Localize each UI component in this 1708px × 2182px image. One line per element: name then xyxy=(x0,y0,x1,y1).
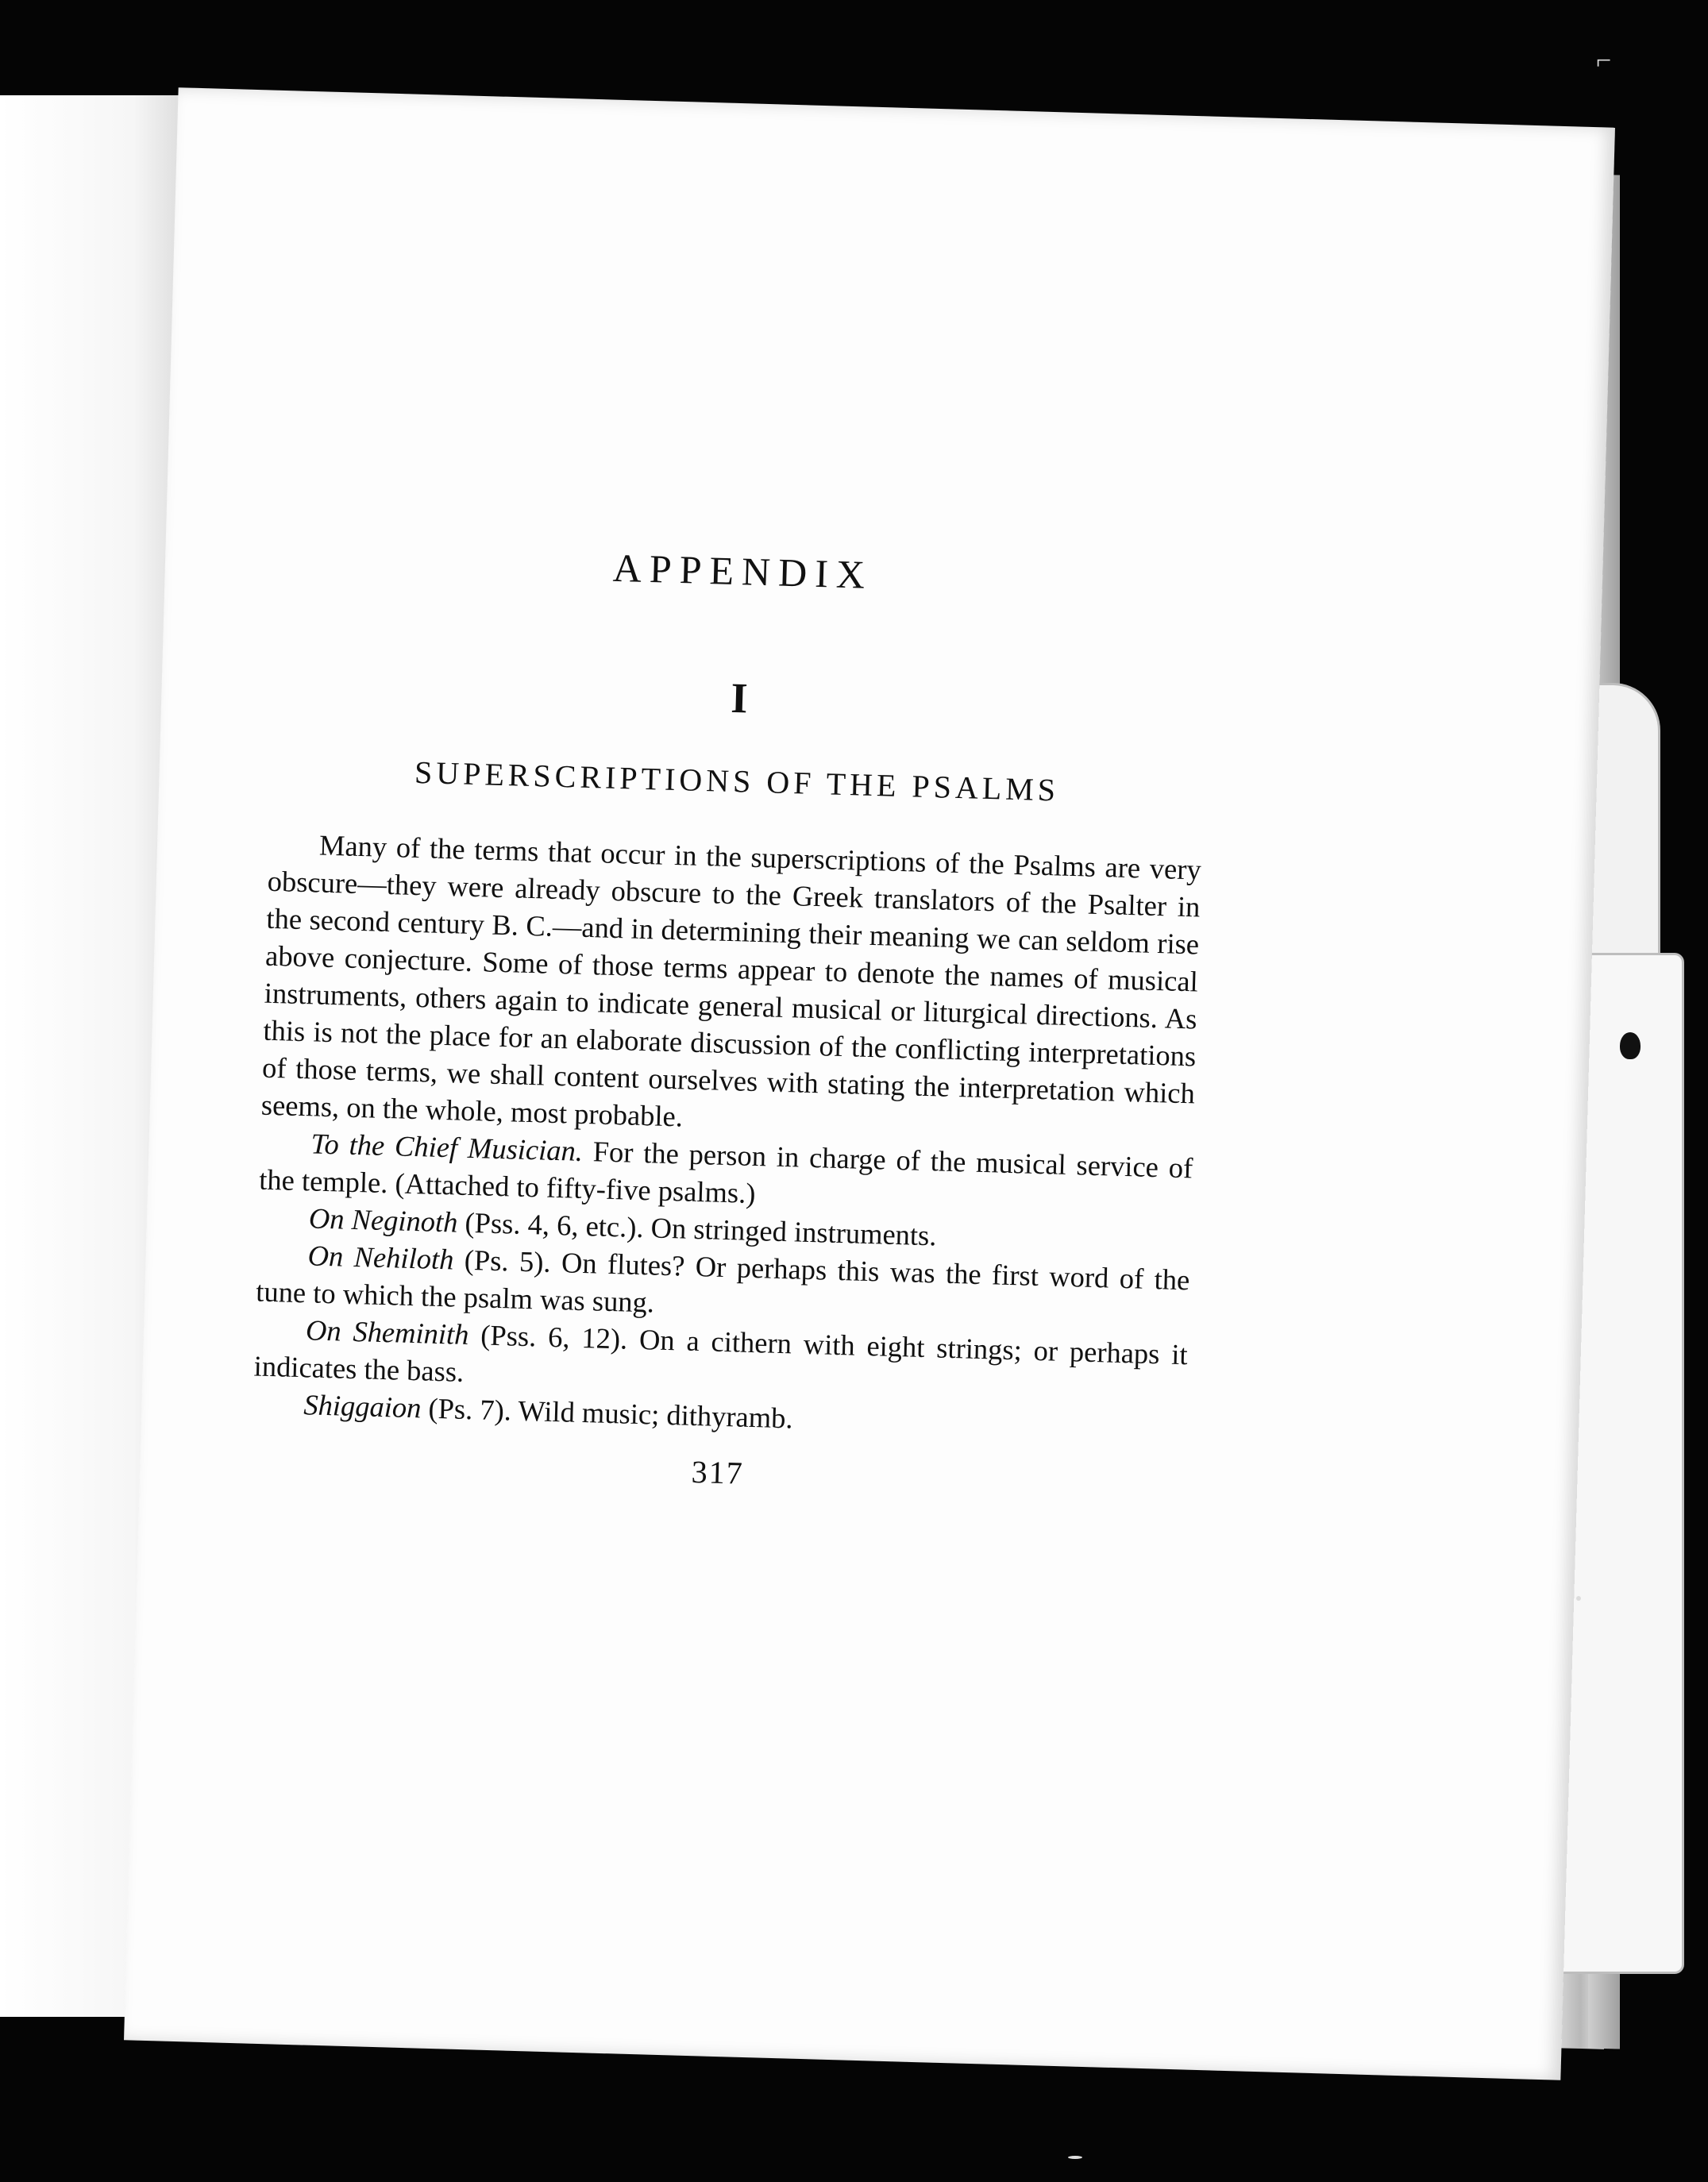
page-content xyxy=(251,535,1210,1504)
appendix-heading: APPENDIX xyxy=(612,545,873,597)
entry-text: (Pss. 4, 6, etc.). On stringed instruments. xyxy=(457,1205,938,1252)
entry-term: On Sheminith xyxy=(305,1313,470,1351)
entry-text: (Ps. 7). Wild music; dithyramb. xyxy=(420,1391,794,1435)
page-number: 317 xyxy=(691,1453,745,1491)
book-page xyxy=(124,87,1615,2080)
dust-speck xyxy=(1068,2156,1082,2159)
entry-term: To the Chief Musician. xyxy=(310,1127,584,1167)
dust-speck xyxy=(1576,1596,1581,1601)
entry-text: For the person in charge of the musical service of the temple. (Attached to fifty-five psalms.) xyxy=(258,1134,1193,1210)
entry-term: Shiggaion xyxy=(303,1388,422,1424)
intro-paragraph: Many of the terms that occur in the superscriptions of the Psalms are very obscure—they were already obscure to the Greek translators of the Psalter in the second century B. C.—and in determining their meaning we can seldom rise above conjecture. Some of those terms appear to denote the names of musical instruments, others again to indicate general musical or liturgical directions. As this is not the place for an elaborate discussion of the conflicting interpretations of those terms, we shall content ourselves with stating the interpretation which seems, on the whole, most probable. xyxy=(260,828,1202,1133)
entry-term: On Neginoth xyxy=(308,1201,459,1239)
section-title: SUPERSCRIPTIONS OF THE PSALMS xyxy=(414,754,1060,808)
entry-term: On Nehiloth xyxy=(307,1239,454,1276)
section-number: I xyxy=(730,673,749,723)
entry-text: (Ps. 5). On flutes? Or perhaps this was the first word of the tune to which the psalm was sung. xyxy=(255,1243,1190,1319)
tab-marker-dot xyxy=(1620,1032,1641,1059)
scan-corner-mark-icon: ⌐ xyxy=(1596,46,1612,75)
entry-text: (Pss. 6, 12). On a cithern with eight strings; or perhaps it indicates the bass. xyxy=(253,1318,1189,1388)
